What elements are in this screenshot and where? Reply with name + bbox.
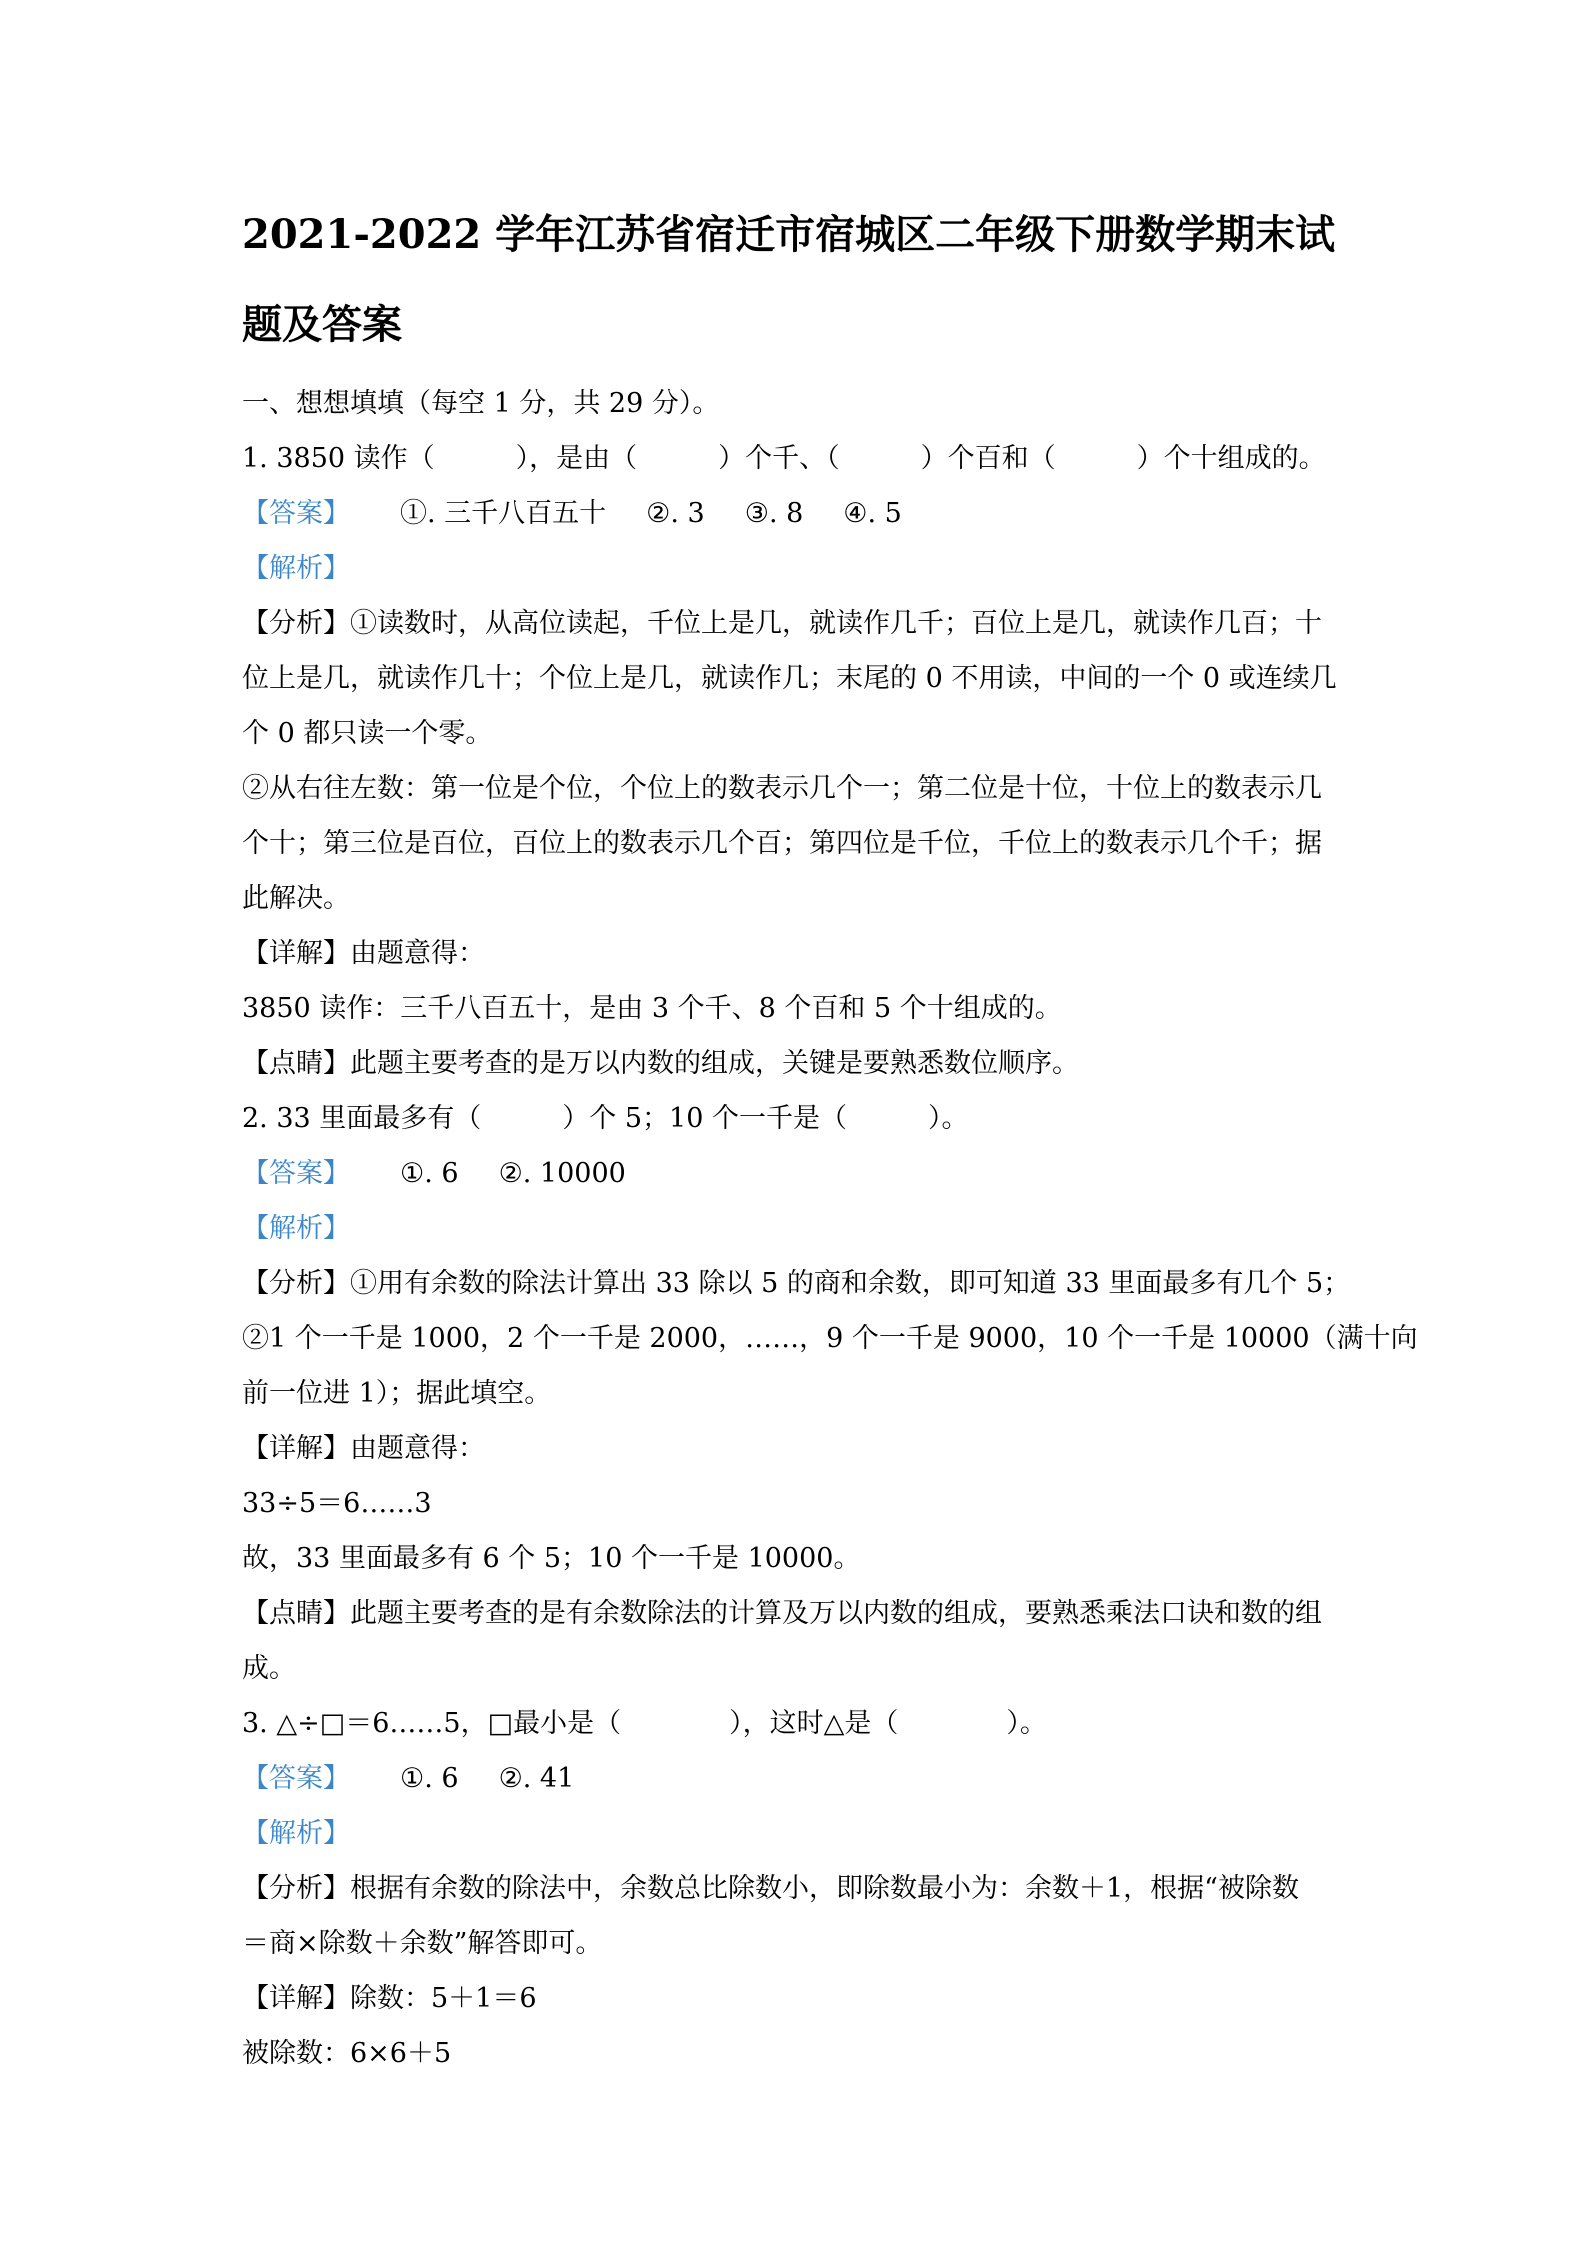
q3-answer-tag: 【答案】 xyxy=(242,1763,350,1794)
q1-answer-1: ①. 三千八百五十 xyxy=(400,498,607,529)
title-line-2: 题及答案 xyxy=(242,301,402,348)
q1-answer-4: ④. 5 xyxy=(843,498,902,529)
q2-answer-line xyxy=(242,1146,1357,1201)
q2-comment-line-1: 【点睛】此题主要考查的是有余数除法的计算及万以内数的组成，要熟悉乘法口诀和数的组 xyxy=(242,1598,1322,1629)
q2-analysis-line-3: 前一位进 1）；据此填空。 xyxy=(242,1378,552,1409)
q1-answer-tag: 【答案】 xyxy=(242,498,350,529)
q2-analysis-tag: 【解析】 xyxy=(242,1213,350,1244)
q2-detail-label: 【详解】 xyxy=(242,1433,350,1464)
q1-analysis-line-4: ②从右往左数：第一位是个位，个位上的数表示几个一；第二位是十位，十位上的数表示几 xyxy=(242,773,1322,804)
q2-detail-line-1: 【详解】由题意得： xyxy=(242,1433,485,1464)
q2-comment-line-2: 成。 xyxy=(242,1653,296,1684)
q1-detail-line-1: 【详解】由题意得： xyxy=(242,938,485,969)
q1-answer-3: ③. 8 xyxy=(744,498,804,529)
question-3: 3. △÷□＝6……5，□最小是（ ），这时△是（ ）。 xyxy=(242,1708,1047,1739)
q3-answer-2: ②. 41 xyxy=(498,1763,575,1794)
q2-detail-line-3: 故，33 里面最多有 6 个 5；10 个一千是 10000。 xyxy=(242,1543,861,1574)
q1-analysis-line-2: 位上是几，就读作几十；个位上是几，就读作几；末尾的 0 不用读，中间的一个 0 或连续几 xyxy=(242,663,1337,694)
q1-comment-line: 【点睛】此题主要考查的是万以内数的组成，关键是要熟悉数位顺序。 xyxy=(242,1048,1079,1079)
q1-detail-label: 【详解】 xyxy=(242,938,350,969)
q3-detail-line-2: 被除数：6×6＋5 xyxy=(242,2038,452,2069)
q2-analysis-line-1: 【分析】①用有余数的除法计算出 33 除以 5 的商和余数，即可知道 33 里面最多有几个 5； xyxy=(242,1268,1351,1299)
q2-comment-label: 【点睛】 xyxy=(242,1598,350,1629)
question-1: 1. 3850 读作（ ），是由（ ）个千、（ ）个百和（ ）个十组成的。 xyxy=(242,443,1326,474)
section-heading: 一、想想填填（每空 1 分，共 29 分）。 xyxy=(242,388,720,419)
document-title xyxy=(242,190,1357,370)
q1-answer-2: ②. 3 xyxy=(646,498,705,529)
q1-answer-line xyxy=(242,486,1357,541)
document-page xyxy=(242,190,1418,2081)
q3-answer-line xyxy=(242,1751,1357,1806)
q2-detail-line-2: 33÷5＝6……3 xyxy=(242,1488,432,1519)
q1-analysis-line-3: 个 0 都只读一个零。 xyxy=(242,718,493,749)
q2-answer-2: ②. 10000 xyxy=(498,1158,626,1189)
q3-analysis-line-2: ＝商×除数＋余数”解答即可。 xyxy=(242,1928,603,1959)
q1-analysis-label: 【分析】 xyxy=(242,608,350,639)
q3-analysis-label: 【分析】 xyxy=(242,1873,350,1904)
q3-detail-line-1: 【详解】除数：5＋1＝6 xyxy=(242,1983,537,2014)
q1-analysis-tag: 【解析】 xyxy=(242,553,350,584)
question-2: 2. 33 里面最多有（ ）个 5；10 个一千是（ ）。 xyxy=(242,1103,969,1134)
q1-comment-label: 【点睛】 xyxy=(242,1048,350,1079)
q3-analysis-tag: 【解析】 xyxy=(242,1818,350,1849)
q2-answer-tag: 【答案】 xyxy=(242,1158,350,1189)
q2-analysis-label: 【分析】 xyxy=(242,1268,350,1299)
title-line-1: 2021-2022 学年江苏省宿迁市宿城区二年级下册数学期末试 xyxy=(242,211,1336,258)
q3-analysis-line-1: 【分析】根据有余数的除法中，余数总比除数小，即除数最小为：余数＋1，根据“被除数 xyxy=(242,1873,1299,1904)
q1-analysis-line-6: 此解决。 xyxy=(242,883,350,914)
q3-detail-label: 【详解】 xyxy=(242,1983,350,2014)
q1-analysis-line-5: 个十；第三位是百位，百位上的数表示几个百；第四位是千位，千位上的数表示几个千；据 xyxy=(242,828,1322,859)
q1-detail-line-2: 3850 读作：三千八百五十，是由 3 个千、8 个百和 5 个十组成的。 xyxy=(242,993,1062,1024)
q3-answer-1: ①. 6 xyxy=(400,1763,459,1794)
q2-answer-1: ①. 6 xyxy=(400,1158,459,1189)
q1-analysis-line-1: 【分析】①读数时，从高位读起，千位上是几，就读作几千；百位上是几，就读作几百；十 xyxy=(242,608,1322,639)
q2-analysis-line-2: ②1 个一千是 1000，2 个一千是 2000，……，9 个一千是 9000，10 个一千是 10000（满十向 xyxy=(242,1323,1418,1354)
